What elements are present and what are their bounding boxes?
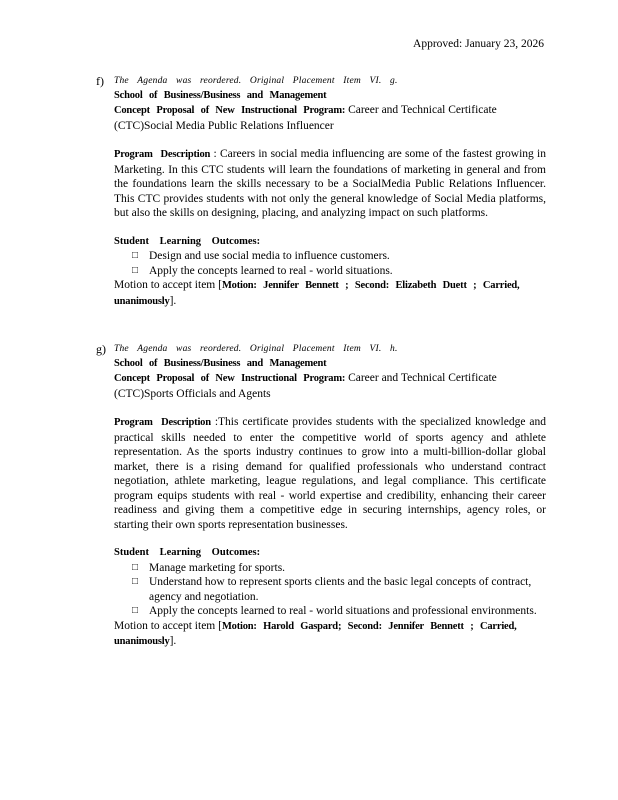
list-item: □ Design and use social media to influence customers. [132, 250, 390, 262]
description-text: : Careers in social media influencing are some of the fastest growing in Marketing. In this CTC students will learn the foundations of marketing in general and from the foundations learn the skills necessary to be a SocialMedia Public Relations Influencer. This CTC provides students with not only the general knowledge of Social Media platforms, but also the skills on designing, placing, and analyzing impact on such platforms. [114, 148, 546, 219]
bullet-icon: □ [132, 576, 139, 587]
school-name: School of Business/Business and Management [114, 357, 327, 369]
item-marker: g) [96, 342, 106, 356]
agenda-item-g [96, 342, 546, 650]
bullet-icon: □ [132, 250, 139, 261]
school-name: School of Business/Business and Management [114, 89, 327, 101]
outcomes-list [114, 561, 546, 619]
list-item: □ Apply the concepts learned to real - world situations and professional environments. [132, 605, 537, 617]
outcomes-heading: Student Learning Outcomes: [114, 235, 261, 247]
description-text: :This certificate provides students with the specialized knowledge and practical skills needed to enter the competitive world of sports agency and athlete representation. As the sports industry continues to grow into a multi-billion-dollar global market, there is a rising demand for qualified professionals who understand contract negotiation, athlete marketing, league regulations, and legal compliance. This certificate program equips students with real - world expertise and credibility, enhancing their career readiness and giving them a competitive edge in securing internships, agency roles, or starting their own sports representation businesses. [114, 416, 547, 531]
description-label: Program Description [114, 149, 211, 160]
motion-details: Motion: Harold Gaspard; Second: Jennifer Bennett ; Carried, unanimously [114, 620, 517, 647]
list-item: □ Understand how to represent sports clients and the basic legal concepts of contract, agency and negotiation. [132, 576, 532, 603]
approval-date: Approved: January 23, 2026 [413, 38, 544, 50]
motion-details: Motion: Jennifer Bennett ; Second: Elizabeth Duett ; Carried, unanimously [114, 280, 520, 307]
description-label: Program Description [114, 417, 211, 428]
bullet-icon: □ [132, 561, 139, 573]
proposal-label: Concept Proposal of New Instructional Program: [114, 105, 346, 116]
agenda-note: The Agenda was reordered. Original Placement Item VI. g. [114, 76, 398, 86]
item-marker: f) [96, 74, 104, 88]
motion-line: Motion to accept item [Motion: Harold Gaspard; Second: Jennifer Bennett ; Carried, unanimously]. [114, 619, 517, 647]
bullet-icon: □ [132, 264, 139, 276]
proposal-label: Concept Proposal of New Instructional Program: [114, 373, 346, 384]
proposal-title: Career and Technical Certificate (CTC)Social Media Public Relations Influencer [114, 104, 497, 132]
bullet-icon: □ [132, 605, 139, 616]
motion-line: Motion to accept item [Motion: Jennifer Bennett ; Second: Elizabeth Duett ; Carried, unanimously]. [114, 279, 520, 307]
proposal-title: Career and Technical Certificate (CTC)Sports Officials and Agents [114, 372, 497, 400]
outcomes-heading: Student Learning Outcomes: [114, 547, 261, 558]
list-item: □ Apply the concepts learned to real - world situations. [132, 264, 393, 277]
agenda-note: The Agenda was reordered. Original Placement Item VI. h. [114, 344, 398, 354]
agenda-item-f [96, 74, 546, 309]
list-item: □ Manage marketing for sports. [132, 561, 286, 574]
outcomes-list [114, 249, 546, 278]
